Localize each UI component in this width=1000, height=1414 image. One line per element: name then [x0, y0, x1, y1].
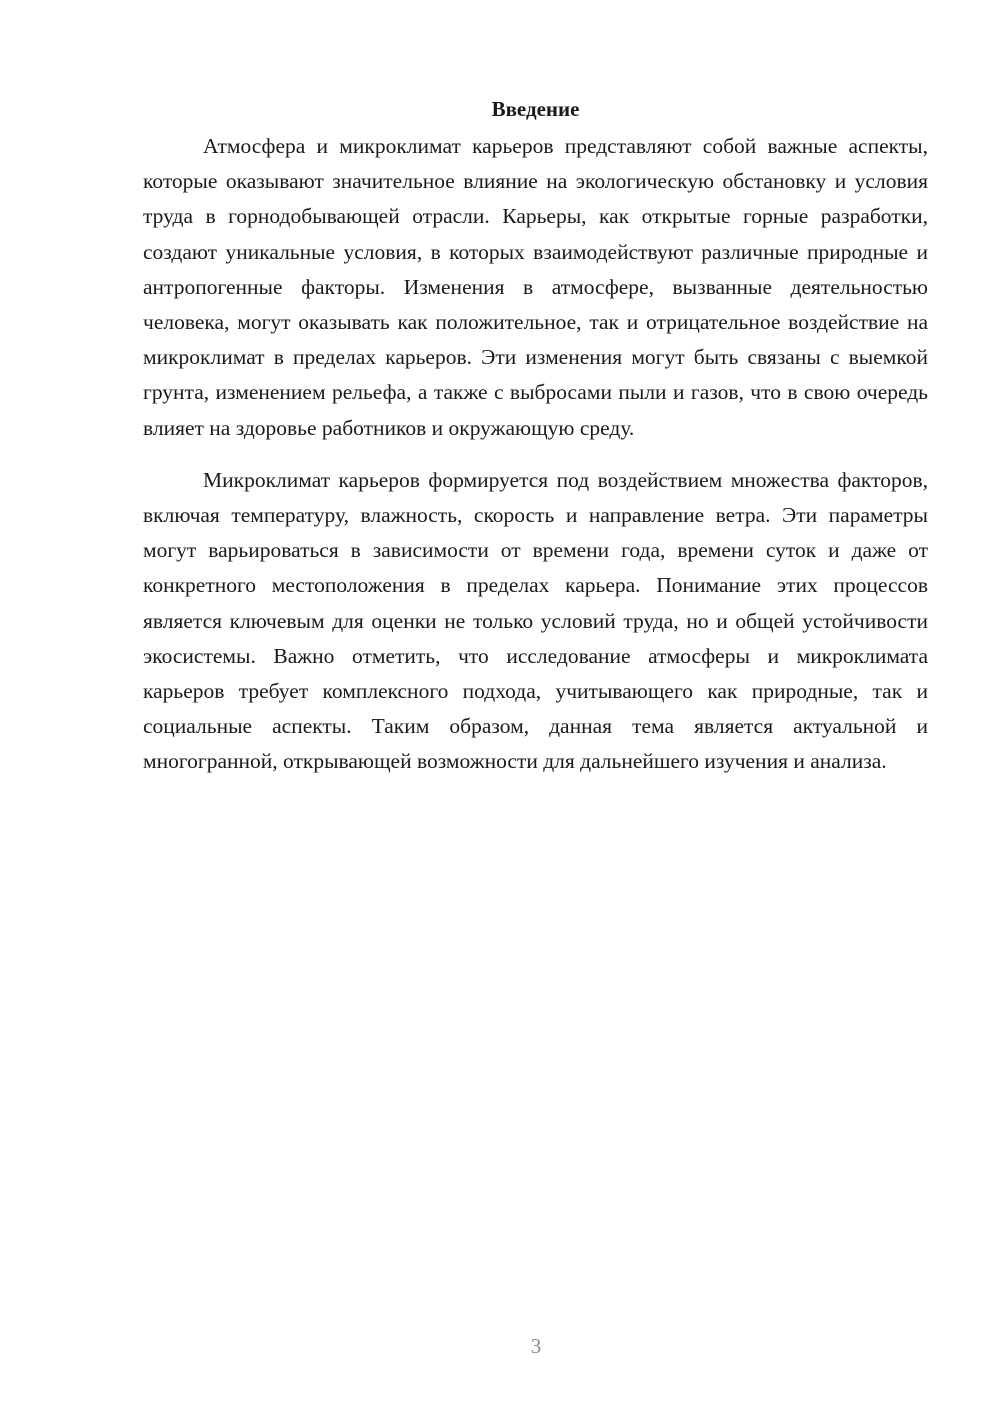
- page-content: [143, 94, 928, 780]
- paragraph-1: Атмосфера и микроклимат карьеров представляют собой важные аспекты, которые оказывают значительное влияние на экологическую обстановку и условия труда в горнодобывающей отрасли. Карьеры, как открытые горные разработки, создают уникальные условия, в которых взаимодействуют различные природные и антропогенные факторы. Изменения в атмосфере, вызванные деятельностью человека, могут оказывать как положительное, так и отрицательное воздействие на микроклимат в пределах карьеров. Эти изменения могут быть связаны с выемкой грунта, изменением рельефа, а также с выбросами пыли и газов, что в свою очередь влияет на здоровье работников и окружающую среду.: [143, 134, 928, 440]
- section-title: Введение: [491, 97, 580, 121]
- paragraph-2: Микроклимат карьеров формируется под воздействием множества факторов, включая температуру, влажность, скорость и направление ветра. Эти параметры могут варьироваться в зависимости от времени года, времени суток и даже от конкретного местоположения в пределах карьера. Понимание этих процессов является ключевым для оценки не только условий труда, но и общей устойчивости экосистемы. Важно отметить, что исследование атмосферы и микроклимата карьеров требует комплексного подхода, учитывающего как природные, так и социальные аспекты. Таким образом, данная тема является актуальной и многогранной, открывающей возможности для дальнейшего изучения и анализа.: [143, 467, 928, 774]
- page-number: 3: [530, 1334, 542, 1358]
